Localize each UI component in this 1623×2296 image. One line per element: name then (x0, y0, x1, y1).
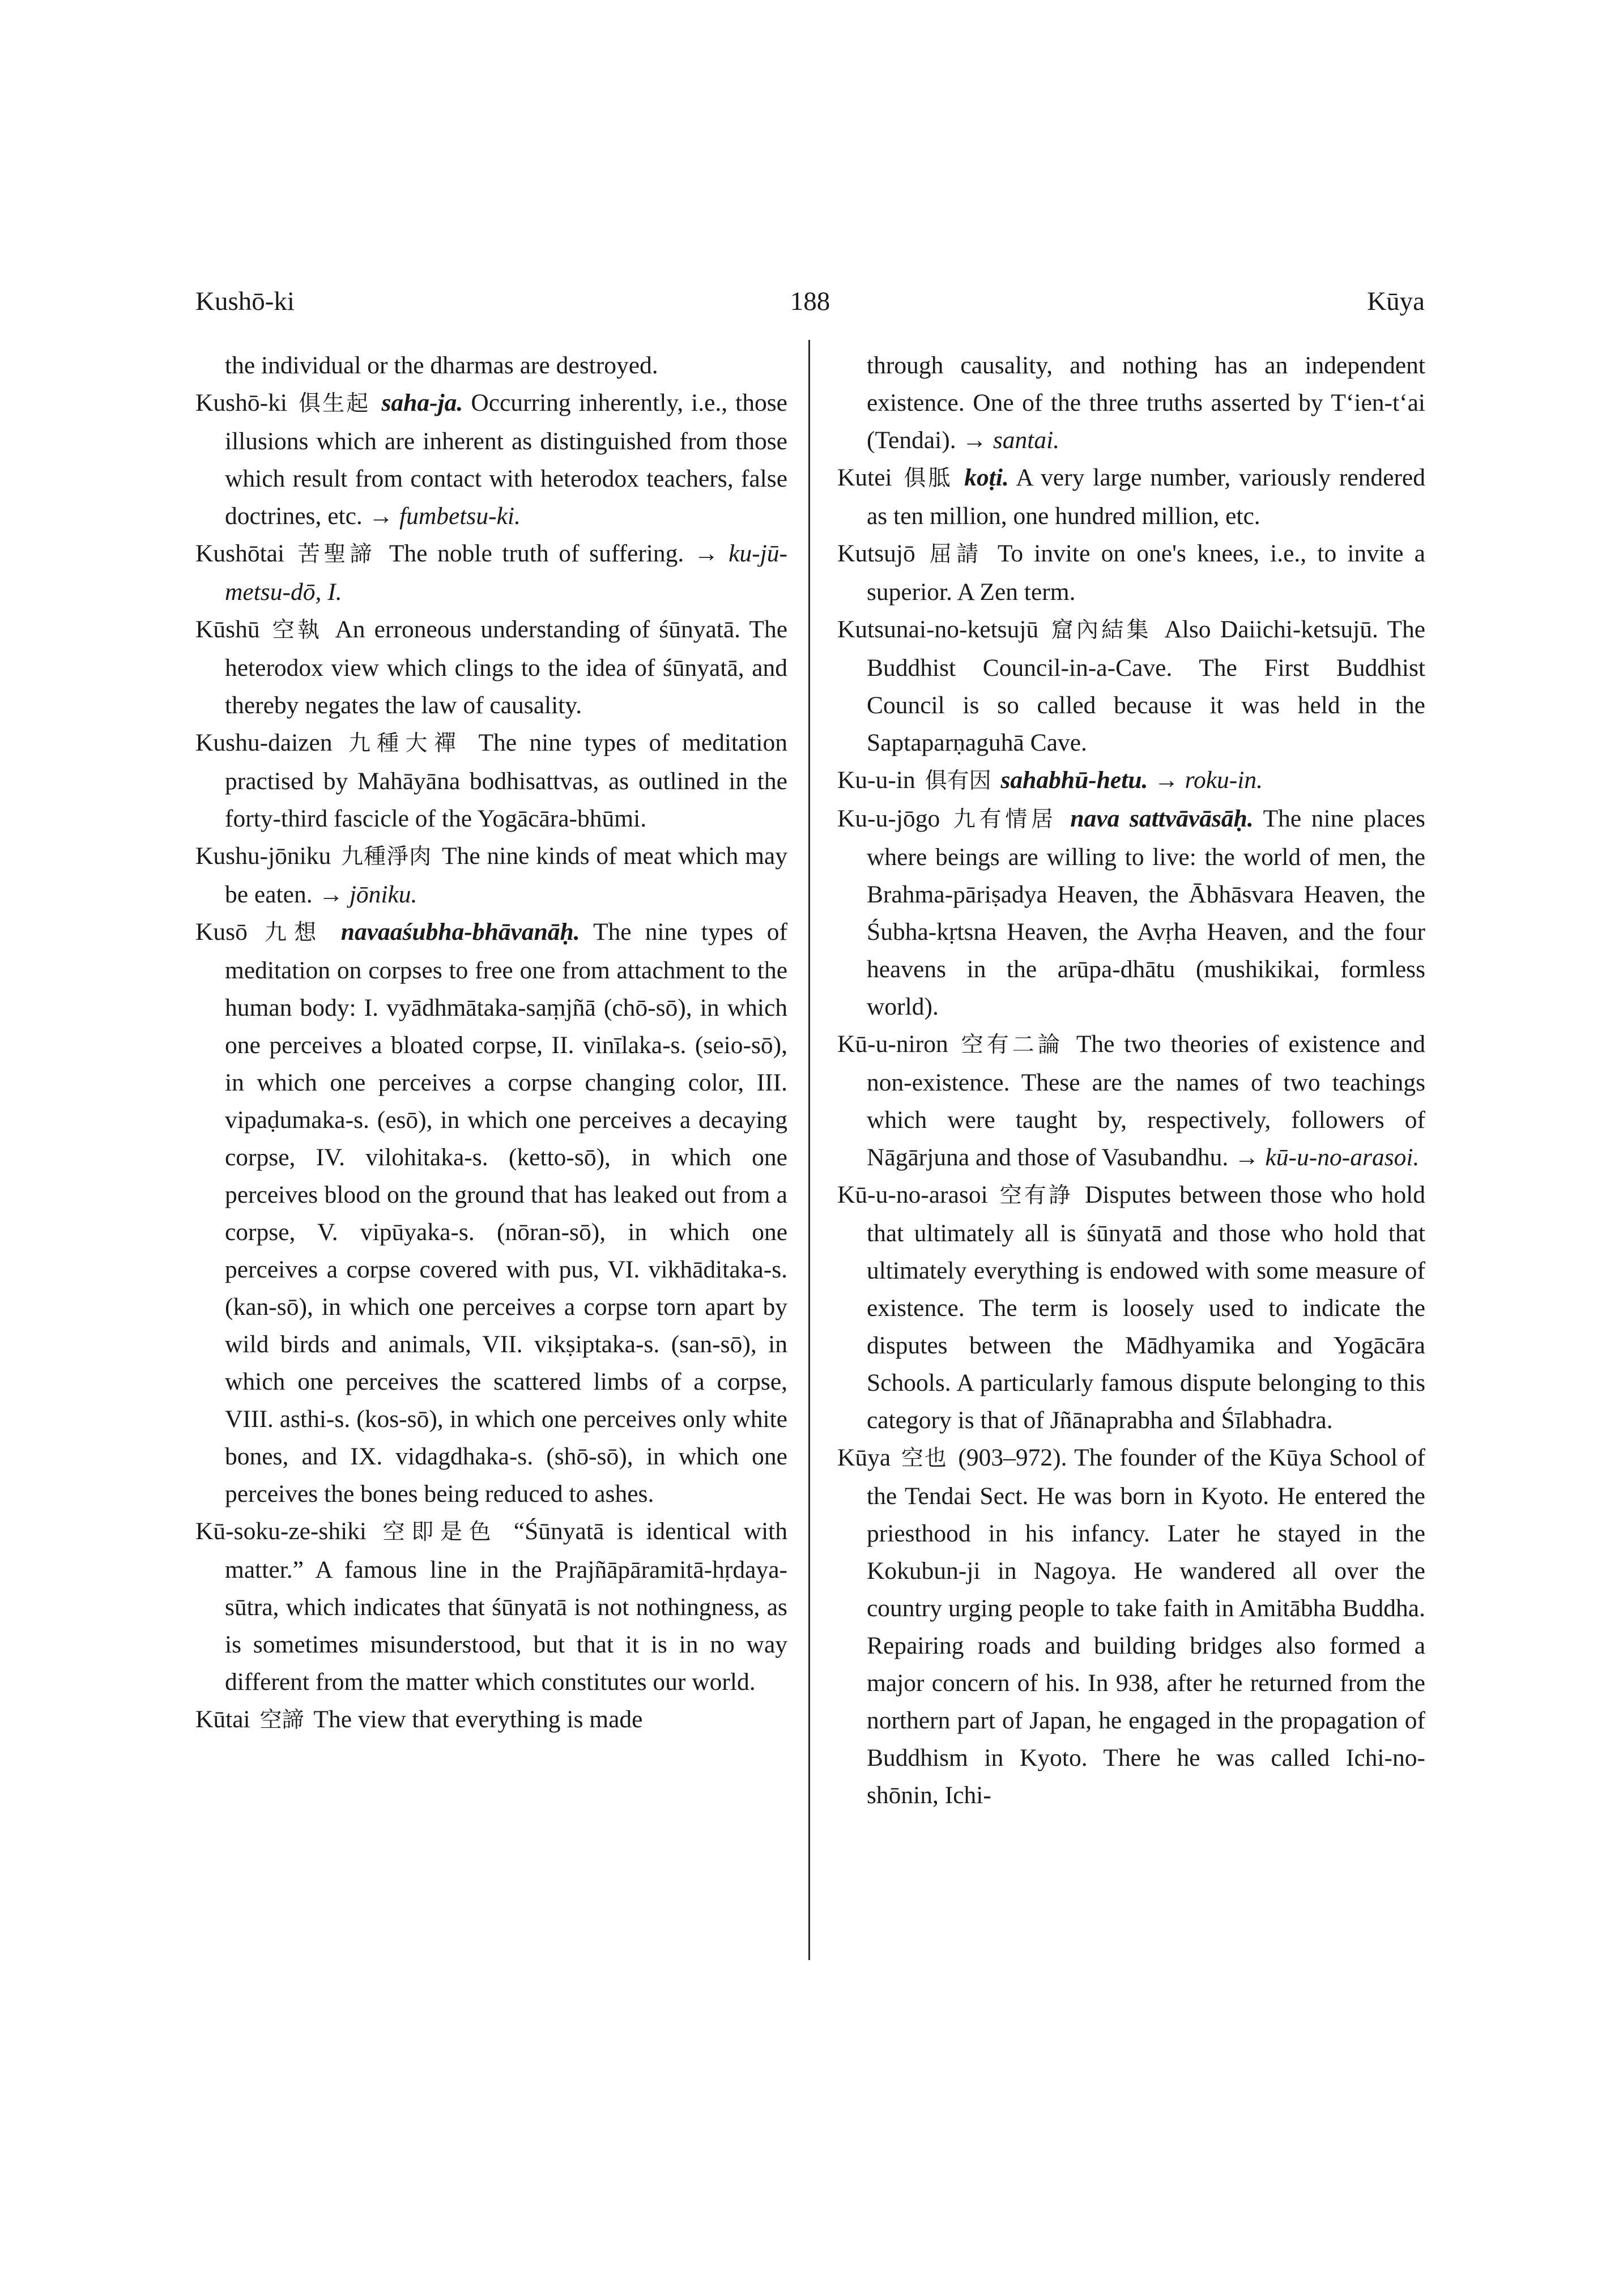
dictionary-entry (837, 535, 1425, 611)
entry-kanji: 空即是色 (382, 1519, 498, 1545)
entry-dates: (903–972). (958, 1444, 1067, 1471)
entry-headword: Ku-u-in (837, 766, 915, 794)
dictionary-entry (195, 384, 787, 535)
continued-text (837, 347, 1425, 459)
dictionary-entry (195, 724, 787, 837)
entry-definition: The view that everything is made (313, 1706, 643, 1733)
entry-sanskrit: saha-ja. (381, 389, 463, 416)
running-header (195, 286, 1425, 331)
entry-headword: Ku-u-jōgo (837, 805, 940, 832)
header-first-entry: Kushō-ki (195, 287, 295, 316)
entry-kanji: 俱有因 (925, 768, 991, 794)
entry-cross-reference: → roku-in. (1154, 766, 1263, 794)
continued-text: the individual or the dharmas are destroyed. (225, 352, 658, 379)
entry-kanji: 苦聖諦 (297, 542, 376, 567)
entry-headword: Kusō (195, 918, 248, 945)
entry-definition: The noble truth of suffering. (389, 540, 684, 567)
entry-sanskrit: koṭi. (964, 464, 1009, 491)
dictionary-entry (195, 1701, 787, 1739)
entry-definition: The founder of the Kūya School of the Tendai Sect. He was born in Kyoto. He entered the priesthood in his infancy. Later he stayed in the Kokubun-ji in Nagoya. He wandered all over the country urging people to take faith in Amitābha Buddha. Repairing roads and building bridges also formed a major concern of his. In 938, after he returned from the northern part of Japan, he engaged in the propagation of Buddhism in Kyoto. There he was called Ichi-no-shōnin, Ichi- (867, 1444, 1426, 1809)
dictionary-entry (837, 1439, 1425, 1814)
entry-cross-reference: → jōniku. (318, 881, 418, 908)
entry-kanji: 俱生起 (298, 391, 370, 416)
entry-headword: Kutsunai-no-ketsujū (837, 616, 1039, 643)
dictionary-entry (195, 611, 787, 724)
entry-kanji: 空有諍 (999, 1183, 1073, 1208)
dictionary-entry (195, 535, 787, 611)
entry-headword: Kū-soku-ze-shiki (195, 1518, 367, 1545)
entry-definition: The two theories of existence and non-existence. These are the names of two teachings which were taught by, respectively, followers of Nāgārjuna and those of Vasubandhu. (867, 1030, 1425, 1171)
header-last-entry: Kūya (1367, 287, 1425, 316)
entry-cross-reference: → santai. (962, 427, 1060, 454)
entry-definition: Disputes between those who hold that ultimately all is śūnyatā and those who hold that ultimately everything is endowed with some measure of existence. The term is loosely used to indicate the disputes between the Mādhyamika and Yogācāra Schools. A particularly famous dispute belonging to this category is that of Jñānaprabha and Śīlabhadra. (867, 1181, 1426, 1434)
entry-headword: Kushu-daizen (195, 729, 333, 756)
entry-headword: Kū-u-niron (837, 1030, 948, 1058)
entry-definition: Occurring inherently, i.e., those illusions which are inherent as distinguished from those which result from contact with heterodox teachers, false doctrines, etc. (225, 389, 787, 530)
entry-definition: To invite on one's knees, i.e., to invite a superior. A Zen term. (867, 540, 1425, 606)
dictionary-entry (837, 1025, 1425, 1176)
entry-kanji: 空有二論 (961, 1032, 1063, 1058)
page-number: 188 (790, 287, 830, 316)
entry-definition: The nine types of meditation on corpses to free one from attachment to the human body: I. vyādhmātaka-saṃjñā (chō-sō), in which one perceives a bloated corpse, II. vinīlaka-s. (seio-sō), in which one perceives a corpse changing color, III. vipaḍumaka-s. (esō), in which one perceives a decaying corpse, IV. vilohitaka-s. (ketto-sō), in which one perceives blood on the ground that has leaked out from a corpse, V. vipūyaka-s. (nōran-sō), in which one perceives a corpse covered with pus, VI. vikhāditaka-s. (kan-sō), in which one perceives a corpse torn apart by wild birds and animals, VII. vikṣiptaka-s. (san-sō), in which one perceives the scattered limbs of a corpse, VIII. asthi-s. (kos-sō), in which one perceives only white bones, and IX. vidagdhaka-s. (shō-sō), in which one perceives the bones being reduced to ashes. (225, 918, 788, 1507)
entry-kanji: 九種淨肉 (341, 844, 432, 870)
entry-sanskrit: navaaśubha-bhāvanāḥ. (340, 918, 580, 945)
dictionary-entry (837, 1176, 1425, 1439)
dictionary-entry (837, 611, 1425, 761)
dictionary-entry (837, 761, 1425, 800)
right-column (837, 347, 1425, 1814)
entry-cross-reference: → ku-jū-metsu-dō, I. (225, 540, 787, 606)
entry-definition: “Śūnyatā is identical with matter.” A famous line in the Prajñāpāramitā-hṛdaya-sūtra, which indicates that śūnyatā is not nothingness, as is sometimes misunderstood, but that it is in no way different from the matter which constitutes our world. (225, 1518, 787, 1696)
entry-headword: Kūtai (195, 1706, 250, 1733)
entry-headword: Kū-u-no-arasoi (837, 1181, 988, 1208)
entry-definition: The nine places where beings are willing to live: the world of men, the Brahma-pāriṣadya Heaven, the Ābhāsvara Heaven, the Śubha-kṛtsna Heaven, the Avṛha Heaven, and the four heavens in the arūpa-dhātu (mushikikai, formless world). (867, 805, 1425, 1020)
continued-definition: through causality, and nothing has an independent existence. One of the three truths asserted by T‘ien-t‘ai (Tendai). (867, 352, 1425, 454)
entry-headword: Kushōtai (195, 540, 285, 567)
entry-definition: An erroneous understanding of śūnyatā. The heterodox view which clings to the idea of śūnyatā, and thereby negates the law of causality. (225, 616, 788, 719)
entry-kanji: 屈請 (929, 542, 983, 567)
entry-kanji: 空諦 (259, 1707, 304, 1733)
entry-kanji: 窟內結集 (1051, 617, 1152, 643)
entry-kanji: 空執 (272, 617, 323, 643)
entry-headword: Kushu-jōniku (195, 842, 331, 870)
dictionary-entry (195, 1513, 787, 1701)
entry-headword: Kūshū (195, 616, 260, 643)
column-divider (808, 340, 810, 1960)
dictionary-entry (195, 913, 787, 1513)
entry-headword: Kūya (837, 1444, 891, 1471)
entry-kanji: 九有情居 (953, 807, 1057, 832)
entry-cross-reference: → fumbetsu-ki. (368, 502, 521, 530)
entry-sanskrit: nava sattvāvāsāḥ. (1070, 805, 1254, 832)
entry-kanji: 九種大禪 (348, 731, 463, 756)
dictionary-entry (837, 459, 1425, 535)
entry-kanji: 空也 (901, 1446, 948, 1471)
entry-cross-reference: → kū-u-no-arasoi. (1234, 1144, 1420, 1171)
left-column (195, 347, 787, 1739)
entry-definition: The nine types of meditation practised by Mahāyāna bodhisattvas, as outlined in the forty-third fascicle of the Yogācāra-bhūmi. (225, 729, 788, 832)
entry-headword: Kushō-ki (195, 389, 287, 416)
entry-definition: The nine kinds of meat which may be eaten. (225, 842, 787, 908)
entry-headword: Kutsujō (837, 540, 915, 567)
dictionary-entry (837, 800, 1425, 1025)
entry-kanji: 俱胝 (904, 466, 953, 491)
entry-headword: Kutei (837, 464, 892, 491)
entry-definition: Also Daiichi-ketsujū. The Buddhist Council-in-a-Cave. The First Buddhist Council is so called because it was held in the Saptaparṇaguhā Cave. (867, 616, 1426, 756)
entry-kanji: 九想 (265, 920, 324, 945)
entry-sanskrit: sahabhū-hetu. (1000, 766, 1148, 794)
dictionary-entry (195, 837, 787, 913)
entry-definition: A very large number, variously rendered as ten million, one hundred million, etc. (867, 464, 1425, 530)
